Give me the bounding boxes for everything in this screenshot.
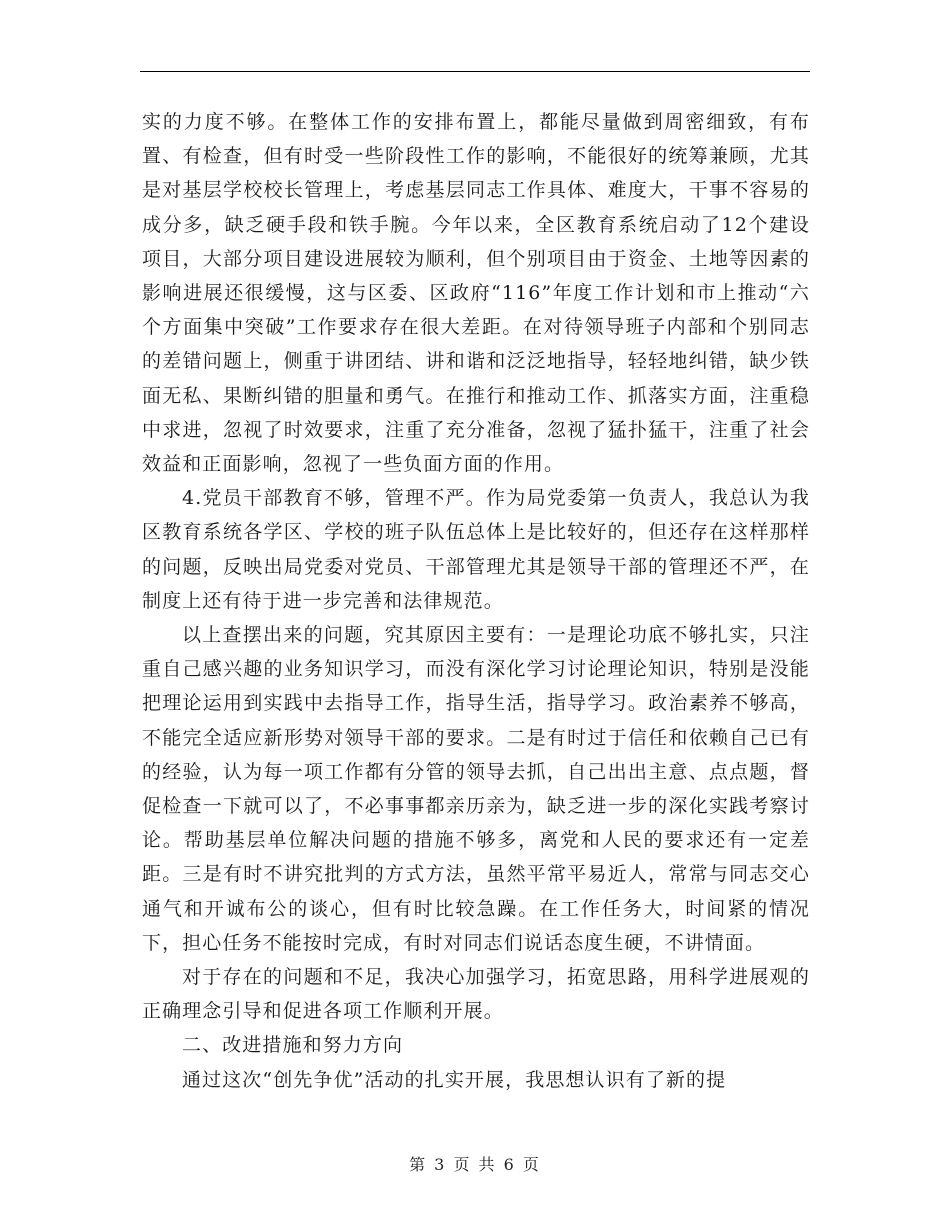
paragraph-continuation: 实的力度不够。在整体工作的安排布置上，都能尽量做到周密细致，有布置、有检查，但有时受一些阶段性工作的影响，不能很好的统筹兼顾，尤其是对基层学校校长管理上，考虑基层同志工作具体、难度大，干事不容易的成分多，缺乏硬手段和铁手腕。今年以来，全区教育系统启动了12个建设项目，大部分项目建设进展较为顺利，但个别项目由于资金、土地等因素的影响进展还很缓慢，这与区委、区政府“116”年度工作计划和市上推动“六个方面集中突破”工作要求存在很大差距。在对待领导班子内部和个别同志的差错问题上，侧重于讲团结、讲和谐和泛泛地指导，轻轻地纠错，缺少铁面无私、果断纠错的胆量和勇气。在推行和推动工作、抓落实方面，注重稳中求进，忽视了时效要求，注重了充分准备，忽视了猛扑猛干，注重了社会效益和正面影响，忽视了一些负面方面的作用。 bbox=[142, 111, 810, 476]
paragraph-root-causes: 以上查摆出来的问题，究其原因主要有：一是理论功底不够扎实，只注重自己感兴趣的业务知识学习，而没有深化学习讨论理论知识，特别是没能把理论运用到实践中去指导工作，指导生活，指导学习。政治素养不够高，不能完全适应新形势对领导干部的要求。二是有时过于信任和依赖自己已有的经验，认为每一项工作都有分管的领导去抓，自己出出主意、点点题，督促检查一下就可以了，不必事事都亲历亲为，缺乏进一步的深化实践考察讨论。帮助基层单位解决问题的措施不够多，离党和人民的要求还有一定差距。三是有时不讲究批判的方式方法，虽然平常平易近人，常常与同志交心通气和开诚布公的谈心，但有时比较急躁。在工作任务大，时间紧的情况下，担心任务不能按时完成，有时对同志们说话态度生硬，不讲情面。 bbox=[142, 624, 810, 954]
header-rule bbox=[140, 71, 810, 72]
page-number: 第 3 页 共 6 页 bbox=[409, 1155, 541, 1174]
paragraph-section-4: 4.党员干部教育不够，管理不严。作为局党委第一负责人，我总认为我区教育系统各学区、学校的班子队伍总体上是比较好的，但还存在这样那样的问题，反映出局党委对党员、干部管理尤其是领导干部的管理还不严，在制度上还有待于进一步完善和法律规范。 bbox=[142, 487, 810, 612]
section-heading-improvement: 二、改进措施和努力方向 bbox=[182, 1034, 404, 1057]
document-body bbox=[142, 105, 810, 1097]
paragraph-resolution: 对于存在的问题和不足，我决心加强学习，拓宽思路，用科学进展观的正确理念引导和促进各项工作顺利开展。 bbox=[142, 966, 810, 1023]
paragraph-activity-intro: 通过这次“创先争优”活动的扎实开展，我思想认识有了新的提 bbox=[182, 1068, 727, 1091]
